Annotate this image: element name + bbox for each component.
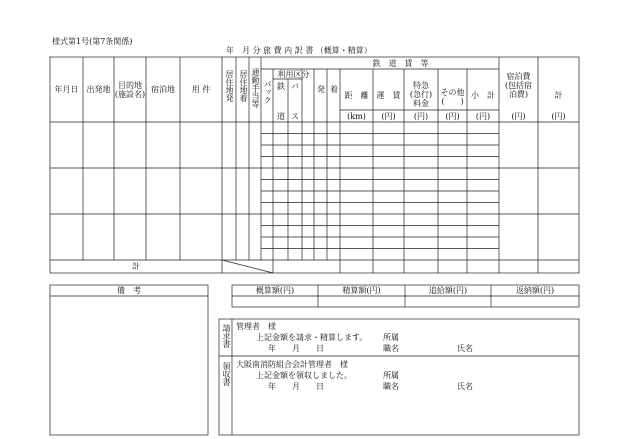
form-number: 様式第1号(第7条関係) [52, 37, 133, 46]
receipt-name: 氏名 [457, 382, 473, 391]
unit-total: (円) [551, 112, 566, 121]
unit-fare: (円) [381, 112, 396, 121]
amount-settled-label: 精算額(円) [342, 286, 381, 295]
header-other: その他 ( ) [440, 88, 465, 107]
receipt-to: 大阪南消防組合会計管理者 様 [236, 360, 348, 369]
header-depart-home: 居住地発 [225, 70, 234, 102]
header-bus: バ [291, 82, 299, 91]
header-departure: 出発地 [86, 85, 111, 94]
request-text: 上記金額を請求・精算します。 [256, 333, 368, 342]
header-pack: パック [263, 80, 272, 104]
header-su: ス [291, 112, 299, 121]
header-destination: 目的地 (施設名) [114, 81, 146, 100]
request-dept: 所属 [383, 333, 399, 342]
request-name: 氏名 [457, 344, 473, 353]
total-row-label: 計 [132, 262, 140, 271]
header-dep: 発 [317, 85, 325, 94]
unit-lodging: (円) [511, 112, 526, 121]
header-total: 計 [554, 91, 563, 100]
header-business: 用 件 [191, 85, 211, 94]
unit-km: (km) [347, 112, 366, 121]
request-to: 管理者 様 [236, 322, 276, 331]
header-commuter-pass: 通勤手当等 [251, 68, 260, 108]
header-railway: 鉄 道 賃 等 [372, 59, 429, 68]
header-rail: 鉄 [277, 82, 285, 91]
receipt-position: 職名 [383, 382, 399, 391]
header-date: 年月日 [54, 85, 79, 94]
header-subtotal: 小 計 [471, 91, 495, 100]
header-arrive-home: 居住地着 [239, 70, 248, 102]
amount-additional-label: 追給額(円) [428, 286, 468, 295]
request-position: 職名 [383, 344, 399, 353]
unit-express: (円) [413, 112, 429, 121]
header-express: 特急 (急行) 料金 [409, 81, 433, 109]
amount-estimate-label: 概算額(円) [255, 286, 295, 295]
header-fare: 運 賃 [376, 91, 401, 100]
header-lodging: 宿泊地 [151, 85, 175, 94]
header-distance: 距 離 [344, 91, 369, 100]
receipt-date: 年 月 日 [268, 382, 324, 391]
remarks-label: 備 考 [117, 286, 141, 295]
receipt-label: 領収書 [222, 362, 231, 386]
header-usage-class: 利用区分 [277, 70, 310, 79]
receipt-text: 上記金額を領収しました。 [256, 371, 352, 380]
header-arr: 着 [330, 85, 338, 94]
unit-other: (円) [445, 112, 460, 121]
request-label: 請求書 [222, 324, 231, 348]
amount-refund-label: 返納額(円) [515, 286, 555, 295]
form-title: 年 月 分 旅 費 内 訳 書 （概算・精算） [226, 46, 372, 55]
header-road: 道 [277, 112, 285, 121]
unit-subtotal: (円) [475, 112, 491, 121]
receipt-dept: 所属 [383, 371, 399, 380]
request-date: 年 月 日 [268, 344, 324, 353]
header-lodging-fee: 宿泊費 (包括宿 泊費) [504, 72, 533, 100]
